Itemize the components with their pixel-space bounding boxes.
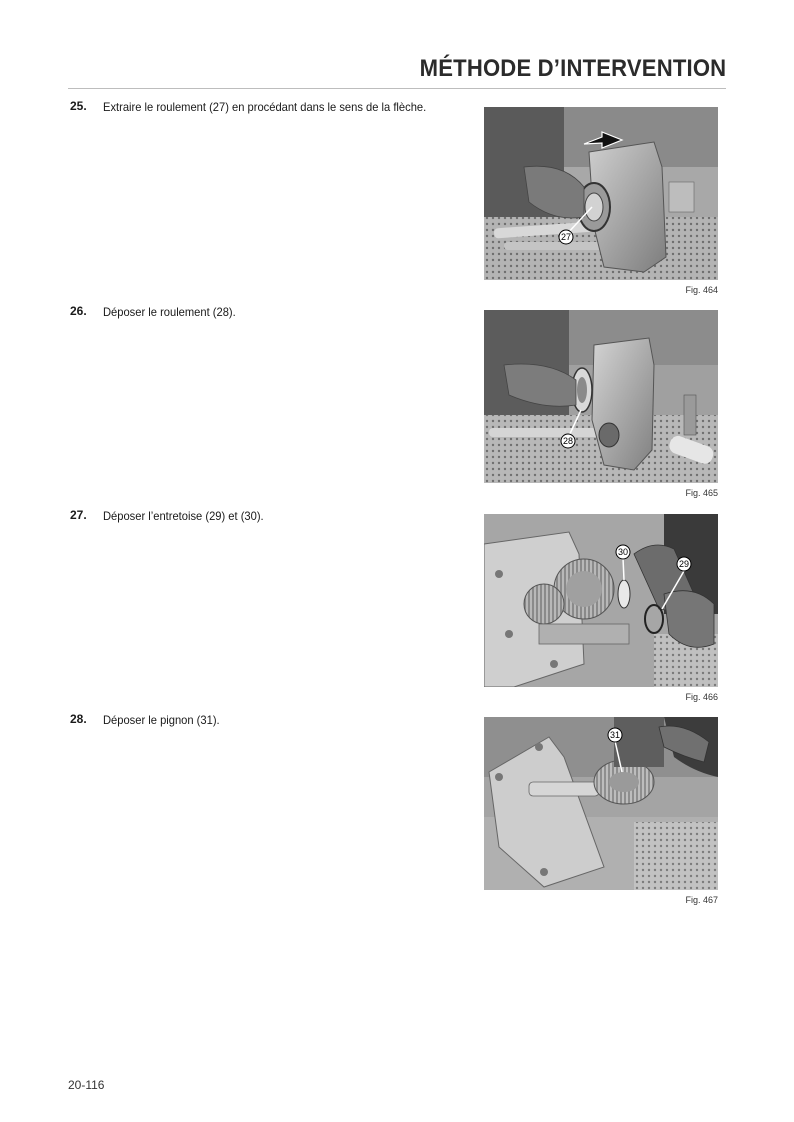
page-number: 20-116: [68, 1078, 105, 1092]
figure-466-photo: [484, 514, 718, 687]
step-number: 26.: [70, 304, 87, 318]
callout-31: 31: [609, 730, 621, 740]
callout-30: 30: [617, 547, 629, 557]
figure-caption: Fig. 465: [685, 488, 718, 498]
step-instruction: Déposer le pignon (31).: [103, 713, 220, 727]
step-number: 27.: [70, 508, 87, 522]
step-number: 28.: [70, 712, 87, 726]
figure-465-photo: [484, 310, 718, 483]
callout-28: 28: [562, 436, 574, 446]
figure-caption: Fig. 464: [685, 285, 718, 295]
callout-27: 27: [560, 232, 572, 242]
step-number: 25.: [70, 99, 87, 113]
step-instruction: Déposer l’entretoise (29) et (30).: [103, 509, 264, 523]
figure-caption: Fig. 467: [685, 895, 718, 905]
figure-caption: Fig. 466: [685, 692, 718, 702]
header-divider: [68, 88, 726, 89]
figure-464-photo: [484, 107, 718, 280]
page-title: MÉTHODE D’INTERVENTION: [419, 55, 726, 82]
step-instruction: Déposer le roulement (28).: [103, 305, 236, 319]
figure-467-photo: [484, 717, 718, 890]
callout-29: 29: [678, 559, 690, 569]
step-instruction: Extraire le roulement (27) en procédant dans le sens de la flèche.: [103, 100, 427, 114]
